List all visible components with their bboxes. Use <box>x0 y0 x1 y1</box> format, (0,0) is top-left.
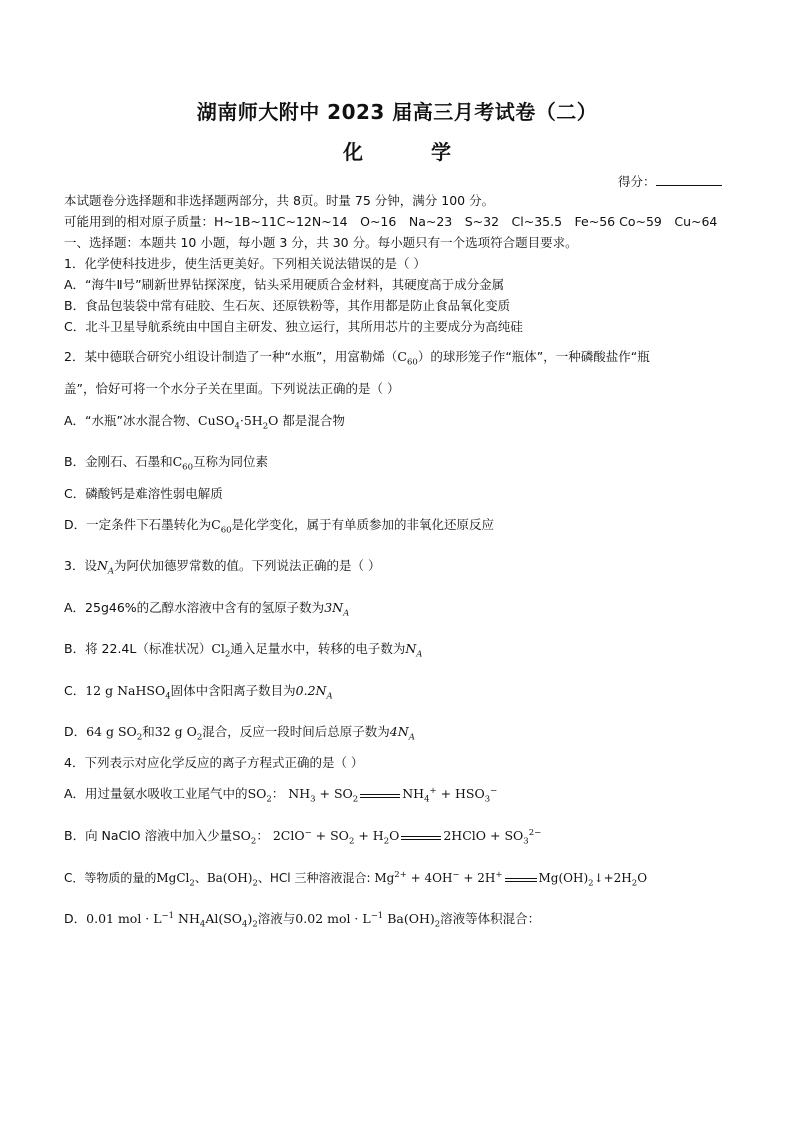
c60-formula: $C_{60}$ <box>172 454 193 473</box>
equals-sign <box>401 836 441 837</box>
intro-line-1: 本试题卷分选择题和非选择题两部分，共 8页。时量 75 分钟，满分 100 分。 <box>64 193 495 208</box>
c60-formula: $C_{60}$ <box>211 517 232 536</box>
q2-option-d: D．一定条件下石墨转化为$C_{60}$是化学变化，属于有单质参加的非氧化还原反应 <box>64 517 495 536</box>
q2-stem-text-b: ）的球形笼子作“瓶体”，一种磷酸盐作“瓶 <box>417 349 650 364</box>
cuso4-formula: $CuSO_4\cdot 5H_2O$ <box>198 413 279 432</box>
na-symbol: $N_A$ <box>96 558 115 577</box>
equals-sign <box>360 794 400 795</box>
q3-option-d: D．64 g $SO_2$和32 g $O_2$混合，反应一段时间后总原子数为$4N_A$ <box>64 724 415 743</box>
q1-option-c: C．北斗卫星导航系统由中国自主研发、独立运行，其所用芯片的主要成分为高纯硅 <box>64 319 523 334</box>
q3-option-a: A．25g46%的乙醇水溶液中含有的氢原子数为$3N_A$ <box>64 600 350 619</box>
section-heading: 一、选择题：本题共 10 小题，每小题 3 分，共 30 分。每小题只有一个选项符合题目要求。 <box>64 235 578 250</box>
q1-stem: 1．化学使科技进步，使生活更美好。下列相关说法错误的是（ ） <box>64 256 426 271</box>
score-label: 得分： <box>618 174 656 189</box>
equals-sign <box>505 878 537 879</box>
q2-stem-line-2: 盖”，恰好可将一个水分子关在里面。下列说法正确的是（ ） <box>64 381 400 396</box>
exam-title: 湖南师大附中 2023 届高三月考试卷（二） <box>196 100 598 124</box>
q4-option-d: D．0.01 mol · $L^{-1}$ $NH_4Al(SO_4)_2$溶液与0.02 mol · $L^{-1}$ $Ba(OH)_2$溶液等体积混合： <box>64 910 541 930</box>
q3-stem: 3．设$N_A$为阿伏加德罗常数的值。下列说法正确的是（ ） <box>64 558 381 577</box>
score-field <box>618 172 722 190</box>
q2-stem-line-1 <box>64 349 650 368</box>
equation-b: $2ClO^- + SO_2 + H_2O$ 2HClO + $SO_3^{2-}$ <box>272 827 542 847</box>
q2-option-a: A．“水瓶”冰水混合物、$CuSO_4\cdot 5H_2O$ 都是混合物 <box>64 413 345 432</box>
q1-option-b: B．食品包装袋中常有硅胶、生石灰、还原铁粉等，其作用都是防止食品氧化变质 <box>64 298 511 313</box>
q2-option-b: B．金刚石、石墨和$C_{60}$互称为同位素 <box>64 454 268 473</box>
q2-stem-text-a: 2．某中德联合研究小组设计制造了一种“水瓶”，用富勒烯（ <box>64 349 398 364</box>
q3-option-c: C．12 g NaHSO$_4$固体中含阳离子数目为$0.2N_A$ <box>64 683 333 702</box>
c60-formula: $C_{60}$ <box>397 349 418 368</box>
intro-line-2: 可能用到的相对原子质量：H~1B~11C~12N~14 O~16 Na~23 S~32 Cl~35.5 Fe~56 Co~59 Cu~64 <box>64 214 718 229</box>
q3-option-b: B．将 22.4L（标准状况）$Cl_2$通入足量水中，转移的电子数为$N_A$ <box>64 641 423 660</box>
q4-stem: 4．下列表示对应化学反应的离子方程式正确的是（ ） <box>64 755 364 770</box>
q1-option-a: A．“海牛Ⅱ号”刷新世界钻探深度，钻头采用硬质合金材料，其硬度高于成分金属 <box>64 277 505 292</box>
equation-c: $Mg^{2+} + 4OH^- + 2H^+$ $Mg(OH)_2↓+2H_2O$ <box>374 870 648 889</box>
subject-title: 化 学 <box>343 140 475 164</box>
q4-option-a: A．用过量氨水吸收工业尾气中的$SO_2$： $NH_3 + SO_2$ $NH_4^+ + HSO_3^-$ <box>64 785 498 805</box>
q4-option-c: C．等物质的量的MgCl$_2$、$Ba(OH)_2$、HCl 三种溶液混合: $Mg^{2+} + 4OH^- + 2H^+$ $Mg(OH)_2↓+2H_2O$ <box>64 870 648 889</box>
equation-a: $NH_3 + SO_2$ $NH_4^+ + HSO_3^-$ <box>288 785 498 805</box>
q2-option-c: C．磷酸钙是难溶性弱电解质 <box>64 486 223 501</box>
score-blank <box>656 173 722 186</box>
q4-option-b: B．向 NaClO 溶液中加入少量$SO_2$： $2ClO^- + SO_2 + H_2O$ 2HClO + $SO_3^{2-}$ <box>64 827 542 847</box>
